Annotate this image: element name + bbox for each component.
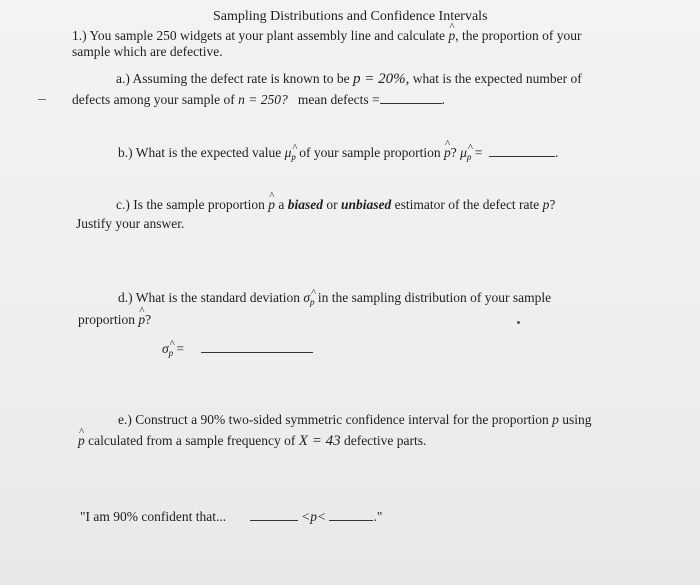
p-hat-symbol: ^ p	[78, 433, 85, 449]
p-hat-symbol: ^ p	[268, 197, 275, 213]
stray-dot	[517, 321, 520, 324]
std-dev-answer-blank[interactable]	[201, 340, 313, 353]
sigma-symbol: σ	[303, 290, 311, 305]
upper-bound-blank[interactable]	[329, 508, 373, 521]
part-e-line-1: e.) Construct a 90% two-sided symmetric confidence interval for the proportion p using	[118, 412, 592, 427]
lower-bound-blank[interactable]	[250, 508, 298, 521]
part-d-line-1: d.) What is the standard deviation σ^ p in the sampling distribution of your sample	[118, 290, 551, 310]
expected-value-answer-blank[interactable]	[489, 144, 555, 157]
part-c-line-2: Justify your answer.	[76, 216, 185, 231]
interval-inequality: <p<	[301, 509, 327, 524]
defect-rate-equation: p = 20%,	[352, 71, 410, 87]
sample-frequency-equation: X = 43	[298, 433, 341, 449]
part-e-line-2: ^ p calculated from a sample frequency of X = 43 defective parts.	[78, 433, 426, 449]
sample-size-equation: n = 250?	[238, 92, 288, 107]
p-hat-subscript: ^ p	[291, 149, 296, 165]
part-d-line-2: proportion ^ p?	[78, 312, 151, 328]
p-hat-symbol: ^ p	[448, 28, 455, 44]
part-a-line-1: a.) Assuming the defect rate is known to be p = 20%, what is the expected number of	[116, 71, 582, 87]
question-1-line-1: 1.) You sample 250 widgets at your plant assembly line and calculate ^ p, the proportion of your	[72, 28, 582, 44]
mu-symbol: μ	[284, 145, 292, 160]
biased-term: biased	[287, 197, 323, 212]
part-b-line: b.) What is the expected value μ^ p of your sample proportion ^ p? μ^ p = .	[118, 144, 558, 165]
margin-mark	[38, 99, 46, 100]
part-a-line-2: defects among your sample of n = 250? mean defects = .	[72, 92, 446, 107]
part-c-line-1: c.) Is the sample proportion ^ p a biased or unbiased estimator of the defect rate p?	[116, 197, 555, 213]
mean-defects-label: mean defects =	[297, 92, 380, 107]
sigma-answer-line: σ^ p =	[162, 340, 313, 361]
p-hat-symbol: ^ p	[138, 312, 145, 328]
p-hat-symbol: ^ p	[444, 145, 451, 161]
unbiased-term: unbiased	[340, 197, 392, 212]
question-1-line-2: sample which are defective.	[72, 44, 223, 59]
page-title: Sampling Distributions and Confidence Intervals	[213, 9, 488, 24]
confidence-statement: "I am 90% confident that... <p< ."	[80, 509, 383, 524]
mean-defects-answer-blank[interactable]	[380, 91, 442, 104]
